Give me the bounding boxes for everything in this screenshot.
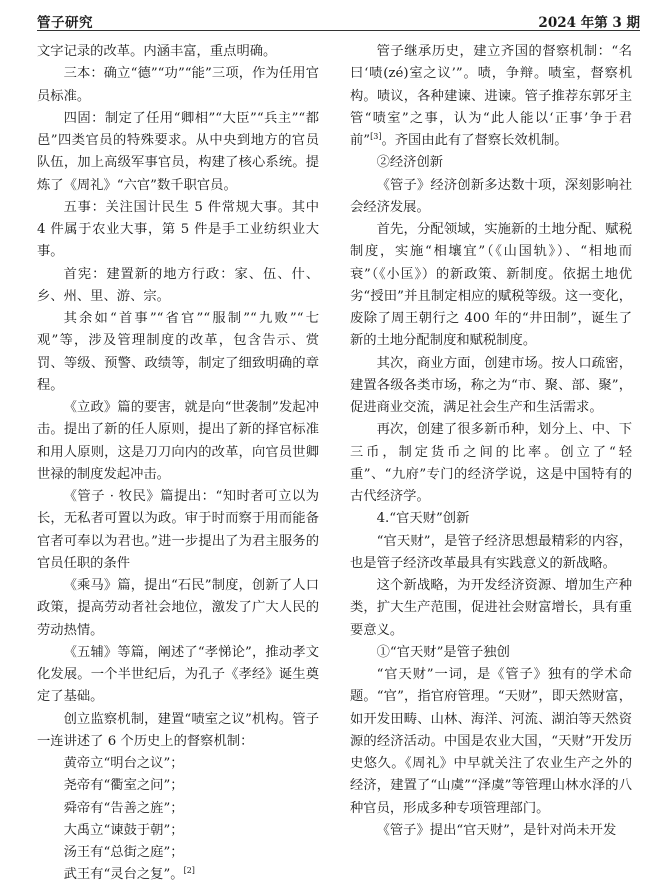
issue-number: 2024 年第 3 期	[538, 15, 640, 31]
paragraph: 其余如“首事”“省官”“服制”“九败”“七观”等，涉及管理制度的改革，包含告示、赏罚、等级、预警、政绩等，制定了细致明确的章程。	[37, 311, 319, 393]
paragraph: “官天财”一词，是《管子》独有的学术命题。“官”，指官府管理。“天财”，即天然财富，如开发田畴、山林、海洋、河流、湖泊等天然资源的经济活动。中国是农业大国，“天财”开发历史悠久。《周礼》中早就关注了农业生产之外的经济，建置了“山虞”“泽虞”等管理山林水泽的八种官员，形成多种专项管理部门。	[350, 667, 632, 816]
paragraph: 《五辅》等篇，阐述了“孝悌论”，推动孝文化发展。一个半世纪后，为孔子《孝经》诞生奠定了基础。	[37, 644, 319, 705]
section-heading: ①“官天财”是管子独创	[376, 644, 510, 660]
paragraph: 其次，商业方面，创建市场。按人口疏密，建置各级各类市场，称之为“市、聚、部、聚”，促进商业交流，满足社会生产和生活需求。	[350, 355, 632, 415]
journal-title: 管子研究	[37, 15, 93, 31]
citation-ref: [3]	[370, 132, 382, 141]
paragraph: 首先，分配领域，实施新的土地分配、赋税制度，实施“相壤宜”（《山国轨》）、“相地而衰”（《小匡》）的新政策、新制度。依据土地优劣“授田”并且制定相应的赋税等级。这一变化，废除了周王朝行之 400 年的“井田制”，诞生了新的土地分配制度和赋税制度。	[350, 222, 632, 349]
paragraph: “官天财”，是管子经济思想最精彩的内容，也是管子经济改革最具有实践意义的新战略。	[350, 533, 632, 571]
paragraph	[350, 41, 632, 152]
paragraph-text: 管子继承历史，建立齐国的督察机制：“名曰‘啧(zé)室之议’”。啧，争辩。啧室，督察机构。啧议，各种建谏、进谏。管子推荐东郭牙主管“啧室”之事，认为“此人能以‘正事’争于君前”	[350, 44, 632, 148]
paragraph: 《立政》篇的要害，就是向“世袭制”发起冲击。提出了新的任人原则，提出了新的择官标准和用人原则，这是刀刀向内的改革，向官员世卿世禄的制度发起冲击。	[37, 400, 319, 482]
citation-ref: [2]	[183, 866, 195, 876]
list-item: 大禹立“谏鼓于朝”；	[63, 822, 184, 838]
paragraph: 四固：制定了任用“卿相”“大臣”“兵主”“都邑”四类官员的特殊要求。从中央到地方的官员队伍，加上高级军事官员，构建了核心系统。提炼了《周礼》“六官”数千职官员。	[37, 110, 319, 193]
paragraph: 文字记录的改革。内涵丰富，重点明确。	[37, 44, 277, 59]
left-column	[37, 41, 319, 887]
list-item: 舜帝有“告善之旌”；	[63, 800, 184, 816]
list-item: 尧帝有“衢室之问”；	[63, 778, 184, 794]
paragraph: 《管子 · 牧民》篇提出：“知时者可立以为长，无私者可置以为政。审于时而察于用而能备官者可奉以为君也。”进一步提出了为君主服务的官员任职的条件	[37, 489, 319, 571]
paragraph: 再次，创建了很多新币种，划分上、中、下三币，制定货币之间的比率。创立了“轻重”、“九府”专门的经济学说，这是中国特有的古代经济学。	[350, 422, 632, 504]
paragraph: 首宪：建置新的地方行政：家、伍、什、乡、州、里、游、宗。	[37, 266, 319, 304]
paragraph: 这个新战略，为开发经济资源、增加生产种类，扩大生产范围，促进社会财富增长，具有重要意义。	[350, 578, 632, 638]
right-column	[350, 41, 632, 842]
paragraph: 三本：确立“德”“功”“能”三项，作为任用官员标准。	[37, 66, 319, 104]
list-item-text: 武王有“灵台之复”。	[63, 867, 184, 883]
header-rule	[37, 30, 640, 31]
paragraph: 《管子》提出“官天财”，是针对尚未开发	[376, 822, 617, 838]
running-header	[37, 8, 640, 32]
paragraph: 《管子》经济创新多达数十项，深刻影响社会经济发展。	[350, 177, 632, 215]
list-item: 黄帝立“明台之议”；	[63, 756, 184, 771]
paragraph-text: 。齐国由此有了督察长效机制。	[381, 133, 568, 148]
section-heading: ②经济创新	[376, 155, 444, 171]
paragraph: 创立监察机制，建置“啧室之议”机构。管子一连讲述了 6 个历史上的督察机制：	[37, 711, 319, 749]
paragraph: 《乘马》篇，提出“石民”制度，创新了人口政策，提高劳动者社会地位，激发了广大人民的劳动热情。	[37, 578, 319, 638]
paragraph: 五事：关注国计民生 5 件常规大事。其中 4 件属于农业大事，第 5 件是手工业纺织业大事。	[37, 199, 319, 260]
list-item-last	[37, 864, 319, 886]
section-heading: 4.“官天财”创新	[376, 511, 470, 527]
list-item: 汤王有“总街之庭”；	[63, 845, 184, 860]
